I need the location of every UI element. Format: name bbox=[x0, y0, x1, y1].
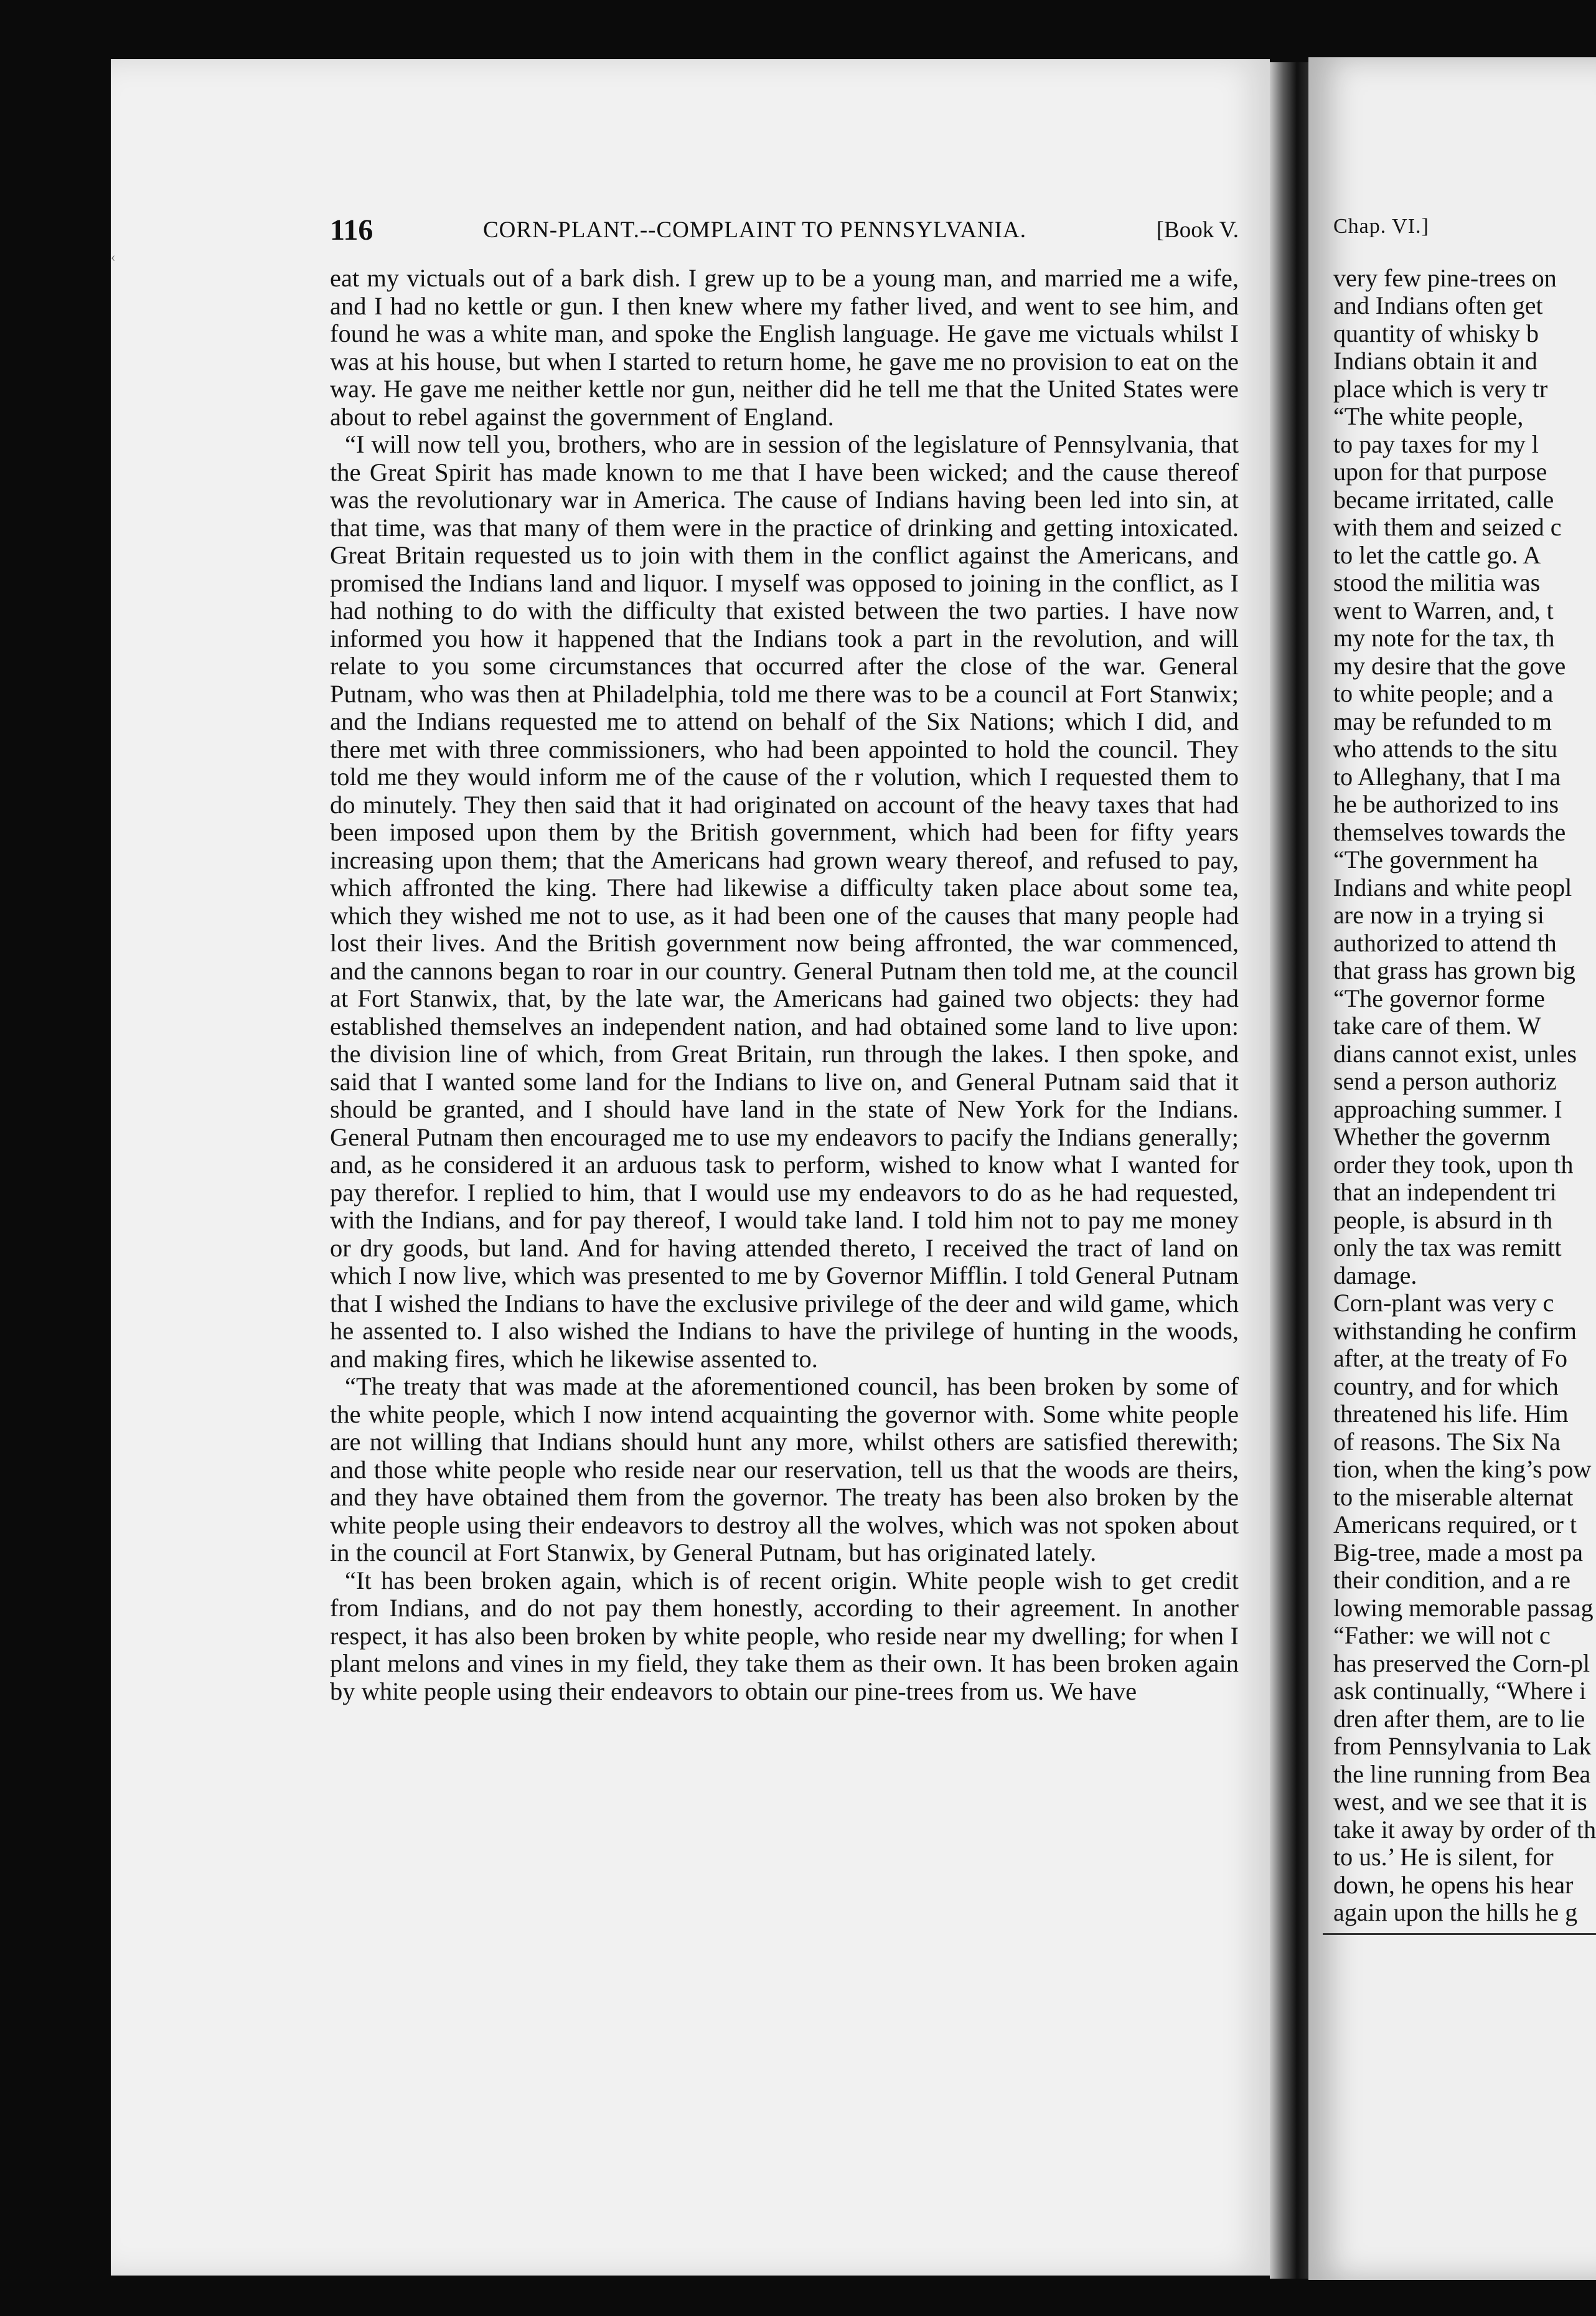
right-page-line: to us.’ He is silent, for bbox=[1333, 1843, 1554, 1871]
right-page-line: Whether the governm bbox=[1333, 1123, 1551, 1151]
right-page-line: authorized to attend th bbox=[1333, 928, 1557, 957]
right-page-lines bbox=[1333, 265, 1596, 1927]
right-page-line: to the miserable alternat bbox=[1333, 1482, 1574, 1511]
right-page-line: dren after them, are to lie bbox=[1333, 1704, 1585, 1733]
right-page-line: are now in a trying si bbox=[1333, 901, 1544, 929]
right-page-line: with them and seized c bbox=[1333, 513, 1562, 541]
right-page-line: to white people; and a bbox=[1333, 679, 1554, 707]
right-page-line: to Alleghany, that I ma bbox=[1333, 762, 1561, 791]
right-page-line: withstanding he confirm bbox=[1333, 1316, 1577, 1345]
right-page-line: he be authorized to ins bbox=[1333, 790, 1559, 818]
right-page-line: “The governor forme bbox=[1333, 984, 1545, 1012]
right-page-line: quantity of whisky b bbox=[1333, 319, 1539, 347]
right-page-line: place which is very tr bbox=[1333, 374, 1548, 403]
paragraph: “The treaty that was made at the aforementioned council, has been broken by some of the white people, which I now intend acquainting the governor with. Some white people are not willing that Indians should hunt any more, whilst others are satisfied therewith; and those white people who reside near our reservation, tell us that the woods are theirs, and they have obtained them from the governor. The treaty has been also broken by the white people using their endeavors to destroy all the wolves, which was not spoken about in the council at Fort Stanwix, by General Putnam, but has originated lately. bbox=[330, 1372, 1239, 1566]
page-edge-mark: ‹ bbox=[111, 249, 116, 265]
right-page-line: after, at the treaty of Fo bbox=[1333, 1344, 1568, 1372]
right-page-line: again upon the hills he g bbox=[1333, 1898, 1578, 1926]
left-page-header bbox=[330, 213, 1239, 250]
right-page-line: only the tax was remitt bbox=[1333, 1233, 1562, 1261]
right-page-line: Big-tree, made a most pa bbox=[1333, 1538, 1583, 1566]
right-page-line: tion, when the king’s pow bbox=[1333, 1455, 1592, 1483]
right-page-line: to pay taxes for my l bbox=[1333, 430, 1539, 458]
right-page-line: stood the militia was bbox=[1333, 568, 1541, 596]
right-page-body bbox=[1333, 213, 1596, 1927]
right-page-line: who attends to the situ bbox=[1333, 735, 1557, 763]
running-title: CORN-PLANT.--COMPLAINT TO PENNSYLVANIA. bbox=[483, 217, 1026, 243]
right-page-line: that grass has grown big bbox=[1333, 956, 1575, 984]
left-page-body bbox=[330, 265, 1239, 1705]
right-page-line: and Indians often get bbox=[1333, 291, 1543, 319]
right-page-line: my desire that the gove bbox=[1333, 651, 1566, 680]
page-number: 116 bbox=[330, 214, 373, 247]
right-page-line: take care of them. W bbox=[1333, 1012, 1541, 1040]
right-page-line: “The white people, bbox=[1333, 402, 1524, 430]
right-page-line: to let the cattle go. A bbox=[1333, 540, 1541, 569]
right-page-line: country, and for which bbox=[1333, 1372, 1559, 1400]
right-page-line: take it away by order of th bbox=[1333, 1815, 1596, 1843]
right-page-line: from Pennsylvania to Lak bbox=[1333, 1732, 1592, 1760]
right-page-line: Indians obtain it and bbox=[1333, 347, 1537, 375]
right-page-line: dians cannot exist, unles bbox=[1333, 1039, 1577, 1068]
right-page-line: ask continually, “Where i bbox=[1333, 1677, 1587, 1705]
right-page-line: “Father: we will not c bbox=[1333, 1621, 1551, 1649]
right-page-line: themselves towards the bbox=[1333, 817, 1566, 846]
right-page-line: my note for the tax, th bbox=[1333, 624, 1555, 652]
right-page-line: damage. bbox=[1333, 1261, 1417, 1289]
right-page-line: their condition, and a re bbox=[1333, 1566, 1570, 1594]
right-page-line: upon for that purpose bbox=[1333, 458, 1547, 486]
right-page-line: west, and we see that it is bbox=[1333, 1787, 1587, 1815]
right-page-line: approaching summer. I bbox=[1333, 1094, 1562, 1123]
right-running-head: Chap. VI.] bbox=[1333, 215, 1429, 238]
paragraph: “I will now tell you, brothers, who are in session of the legislature of Pennsylvania, that the Great Spirit has made known to me that I have been wicked; and the cause thereof was the revolutionary war in America. The cause of Indians having been led into sin, at that time, was that many of them were in the practice of drinking and getting intoxicated. Great Britain requested us to join with them in the conflict against the Americans, and promised the Indians land and liquor. I myself was opposed to joining in the conflict, as I had nothing to do with the difficulty that existed between the two parties. I have now informed you how it happened that the Indians took a part in the revolution, and will relate to you some circumstances that occurred after the close of the war. General Putnam, who was then at Philadelphia, told me there was to be a council at Fort Stanwix; and the Indians requested me to attend on behalf of the Six Nations; which I did, and there met with three commissioners, who had been appointed to hold the council. They told me they would inform me of the cause of the r volution, which I requested them to do minutely. They then said that it had originated on account of the heavy taxes that had been imposed upon them by the British government, which had been for fifty years increasing upon them; that the Americans had grown weary thereof, and refused to pay, which affronted the king. There had likewise a difficulty taken place about some tea, which they wished me not to use, as it had been one of the causes that many people had lost their lives. And the British government now being affronted, the war commenced, and the cannons began to roar in our country. General Putnam then told me, at the council at Fort Stanwix, that, by the late war, the Americans had gained two objects: they had established themselves an independent nation, and had obtained some land to live upon: the division line of which, from Great Britain, run through the lakes. I then spoke, and said that I wanted some land for the Indians to live on, and General Putnam said that it should be granted, and I should have land in the state of New York for the Indians. General Putnam then encouraged me to use my endeavors to pacify the Indians generally; and, as he considered it an arduous task to perform, wished to know what I wanted for pay therefor. I replied to him, that I would use my endeavors to do as he had requested, with the Indians, and for pay thereof, I would take land. I told him not to pay me money or dry goods, but land. And for having attended thereto, I received the tract of land on which I now live, which was presented to me by Governor Mifflin. I told General Putnam that I wished the Indians to have the exclusive privilege of the deer and wild game, which he assented to. I also wished the Indians to have the privilege of hunting in the woods, and making fires, which he likewise assented to. bbox=[330, 430, 1239, 1373]
right-page-line: “The government ha bbox=[1333, 845, 1538, 873]
footnote-rule bbox=[1323, 1933, 1596, 1935]
right-page-line: very few pine-trees on bbox=[1333, 263, 1557, 292]
book-label: [Book V. bbox=[1156, 217, 1239, 243]
right-page-line: became irritated, calle bbox=[1333, 485, 1554, 514]
right-page-line: may be refunded to m bbox=[1333, 707, 1552, 735]
right-page-line: send a person authoriz bbox=[1333, 1067, 1557, 1095]
paragraph: eat my victuals out of a bark dish. I grew up to be a young man, and married me a wife, and I had no kettle or gun. I then knew where my father lived, and went to see him, and found he was a white man, and spoke the English language. He gave me victuals whilst I was at his house, but when I started to return home, he gave me no provision to eat on the way. He gave me neither kettle nor gun, neither did he tell me that the United States were about to rebel against the government of England. bbox=[330, 264, 1239, 431]
right-page-line: that an independent tri bbox=[1333, 1178, 1557, 1206]
right-page-line: Americans required, or t bbox=[1333, 1510, 1577, 1538]
right-page-line: has preserved the Corn-pl bbox=[1333, 1649, 1590, 1677]
right-page-line: threatened his life. Him bbox=[1333, 1400, 1569, 1428]
right-page-line: people, is absurd in th bbox=[1333, 1205, 1553, 1234]
right-page-line: went to Warren, and, t bbox=[1333, 596, 1554, 624]
right-page-line: the line running from Bea bbox=[1333, 1759, 1591, 1788]
right-page-line: Corn-plant was very c bbox=[1333, 1289, 1554, 1317]
right-page-line: lowing memorable passag bbox=[1333, 1593, 1594, 1622]
book-gutter bbox=[1270, 62, 1308, 2279]
paragraph: “It has been broken again, which is of recent origin. White people wish to get credit from Indians, and do not pay them honestly, according to their agreement. In another respect, it has also been broken by white people, who reside near my dwelling; for when I plant melons and vines in my field, they take them as their own. It has been broken again by white people using their endeavors to obtain our pine-trees from us. We have bbox=[330, 1566, 1239, 1705]
right-page-line: Indians and white peopl bbox=[1333, 873, 1572, 901]
right-page-line: down, he opens his hear bbox=[1333, 1870, 1574, 1899]
right-page-line: order they took, upon th bbox=[1333, 1150, 1574, 1179]
right-page-line: of reasons. The Six Na bbox=[1333, 1427, 1561, 1456]
